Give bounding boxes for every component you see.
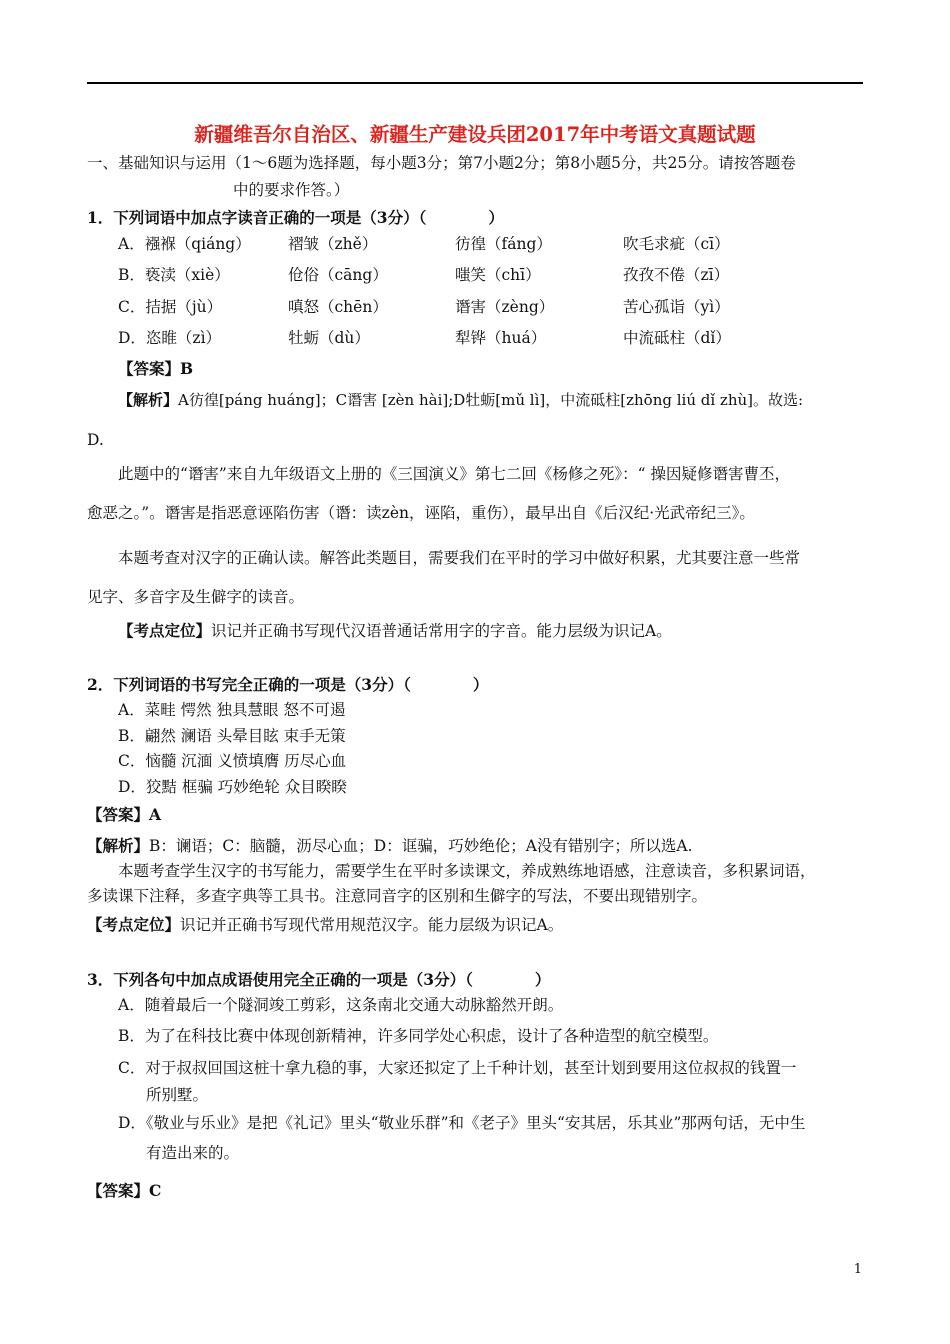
q2-analysis: 【解析】B：谰语；C：脑髓，沥尽心血；D：诓骗，巧妙绝伦；A没有错别字；所以选A. <box>87 836 693 855</box>
q3-answer: 【答案】C <box>87 1181 162 1200</box>
q1-option-b-3: 嗤笑（chī） <box>455 266 541 284</box>
q1-option-a-4: 吹毛求疵（cī） <box>623 235 730 253</box>
q1-note-line2: 愈恶之。”。谮害是指恶意诬陷伤害（谮：读zèn，诬陷，重伤），最早出自《后汉纪·光武帝纪三》。 <box>87 504 755 522</box>
q1-option-c-1: C．拮据（jù） <box>118 298 223 316</box>
q2-note-line1: 本题考查学生汉字的书写能力，需要学生在平时多读课文，养成熟练地语感，注意读音，多积累词语， <box>118 862 816 880</box>
q1-option-d-3: 犁铧（huá） <box>455 329 547 347</box>
q1-answer: 【答案】B <box>118 359 194 378</box>
section-intro-line1: 一、基础知识与运用（1～6题为选择题，每小题3分；第7小题2分；第8小题5分，共25分。请按答题卷 <box>87 154 796 172</box>
q1-analysis-cont: D. <box>87 431 104 449</box>
q1-option-d-4: 中流砥柱（dǐ） <box>623 329 731 347</box>
q2-option-d: D．狡黠 框骗 巧妙绝轮 众目睽睽 <box>118 778 347 796</box>
q1-note-line1: 此题中的“谮害”来自九年级语文上册的《三国演义》第七二回《杨修之死》：“ 操因疑修谮害曹丕， <box>118 465 790 483</box>
q1-note2-line2: 见字、多音字及生僻字的读音。 <box>87 588 305 606</box>
section-intro-line2: 中的要求作答。） <box>233 181 350 199</box>
page-number: 1 <box>853 1262 862 1277</box>
q2-point: 【考点定位】识记并正确书写现代常用规范汉字。能力层级为识记A。 <box>87 915 564 934</box>
q1-stem: 1．下列词语中加点字读音正确的一项是（3分）（ ） <box>87 208 504 227</box>
q1-option-d-1: D．恣睢（zì） <box>118 329 222 347</box>
q1-option-a-3: 彷徨（fáng） <box>455 235 552 253</box>
q2-stem: 2．下列词语的书写完全正确的一项是（3分）（ ） <box>87 675 489 694</box>
q3-option-c-line1: C．对于叔叔回国这桩十拿九稳的事，大家还拟定了上千种计划，甚至计划到要用这位叔叔的钱置一 <box>118 1059 797 1077</box>
q2-note-line2: 多读课下注释，多查字典等工具书。注意同音字的区别和生僻字的写法，不要出现错别字。 <box>87 887 708 905</box>
q1-option-a-2: 褶皱（zhě） <box>288 235 378 253</box>
page-title: 新疆维吾尔自治区、新疆生产建设兵团2017年中考语文真题试题 <box>194 123 756 146</box>
q3-option-d-line2: 有造出来的。 <box>146 1144 240 1162</box>
q2-option-b: B．翩然 澜语 头晕目眩 束手无策 <box>118 727 346 745</box>
q1-option-c-3: 谮害（zèng） <box>455 298 555 316</box>
q1-option-c-2: 嗔怒（chēn） <box>288 298 388 316</box>
q3-option-c-line2: 所别墅。 <box>146 1086 209 1104</box>
q3-option-a: A．随着最后一个隧洞竣工剪彩，这条南北交通大动脉豁然开朗。 <box>118 996 564 1014</box>
q2-option-c: C．恼髓 沉湎 义愤填膺 历尽心血 <box>118 752 347 770</box>
q1-option-b-4: 孜孜不倦（zī） <box>623 266 730 284</box>
q1-option-b-1: B．亵渎（xiè） <box>118 266 230 284</box>
q1-option-b-2: 伧俗（cāng） <box>288 266 388 284</box>
header-rule <box>87 82 863 84</box>
q1-note2-line1: 本题考查对汉字的正确认读。解答此类题目，需要我们在平时的学习中做好积累，尤其要注意一些常 <box>118 549 801 567</box>
q1-analysis: 【解析】A彷徨[páng huáng]；C谮害 [zèn hài];D牡蛎[mǔ lì]，中流砥柱[zhōng liú dǐ zhù]。故选: <box>118 391 804 409</box>
q3-option-b: B．为了在科技比赛中体现创新精神，许多同学处心积虑，设计了各种造型的航空模型。 <box>118 1027 719 1045</box>
q2-answer: 【答案】A <box>87 805 162 824</box>
q2-option-a: A．菜畦 愕然 独具慧眼 怒不可遏 <box>118 701 346 719</box>
q3-option-d-line1: D．《敬业与乐业》是把《礼记》里头“敬业乐群”和《老子》里头“安其居，乐其业”那两句话，无中生 <box>118 1114 806 1132</box>
q1-point: 【考点定位】识记并正确书写现代汉语普通话常用字的字音。能力层级为识记A。 <box>118 621 672 640</box>
q1-option-c-4: 苦心孤诣（yì） <box>623 298 730 316</box>
q1-option-a-1: A．襁褓（qiáng） <box>118 235 251 253</box>
q3-stem: 3．下列各句中加点成语使用完全正确的一项是（3分）（ ） <box>87 970 551 989</box>
q1-option-d-2: 牡蛎（dù） <box>288 329 370 347</box>
